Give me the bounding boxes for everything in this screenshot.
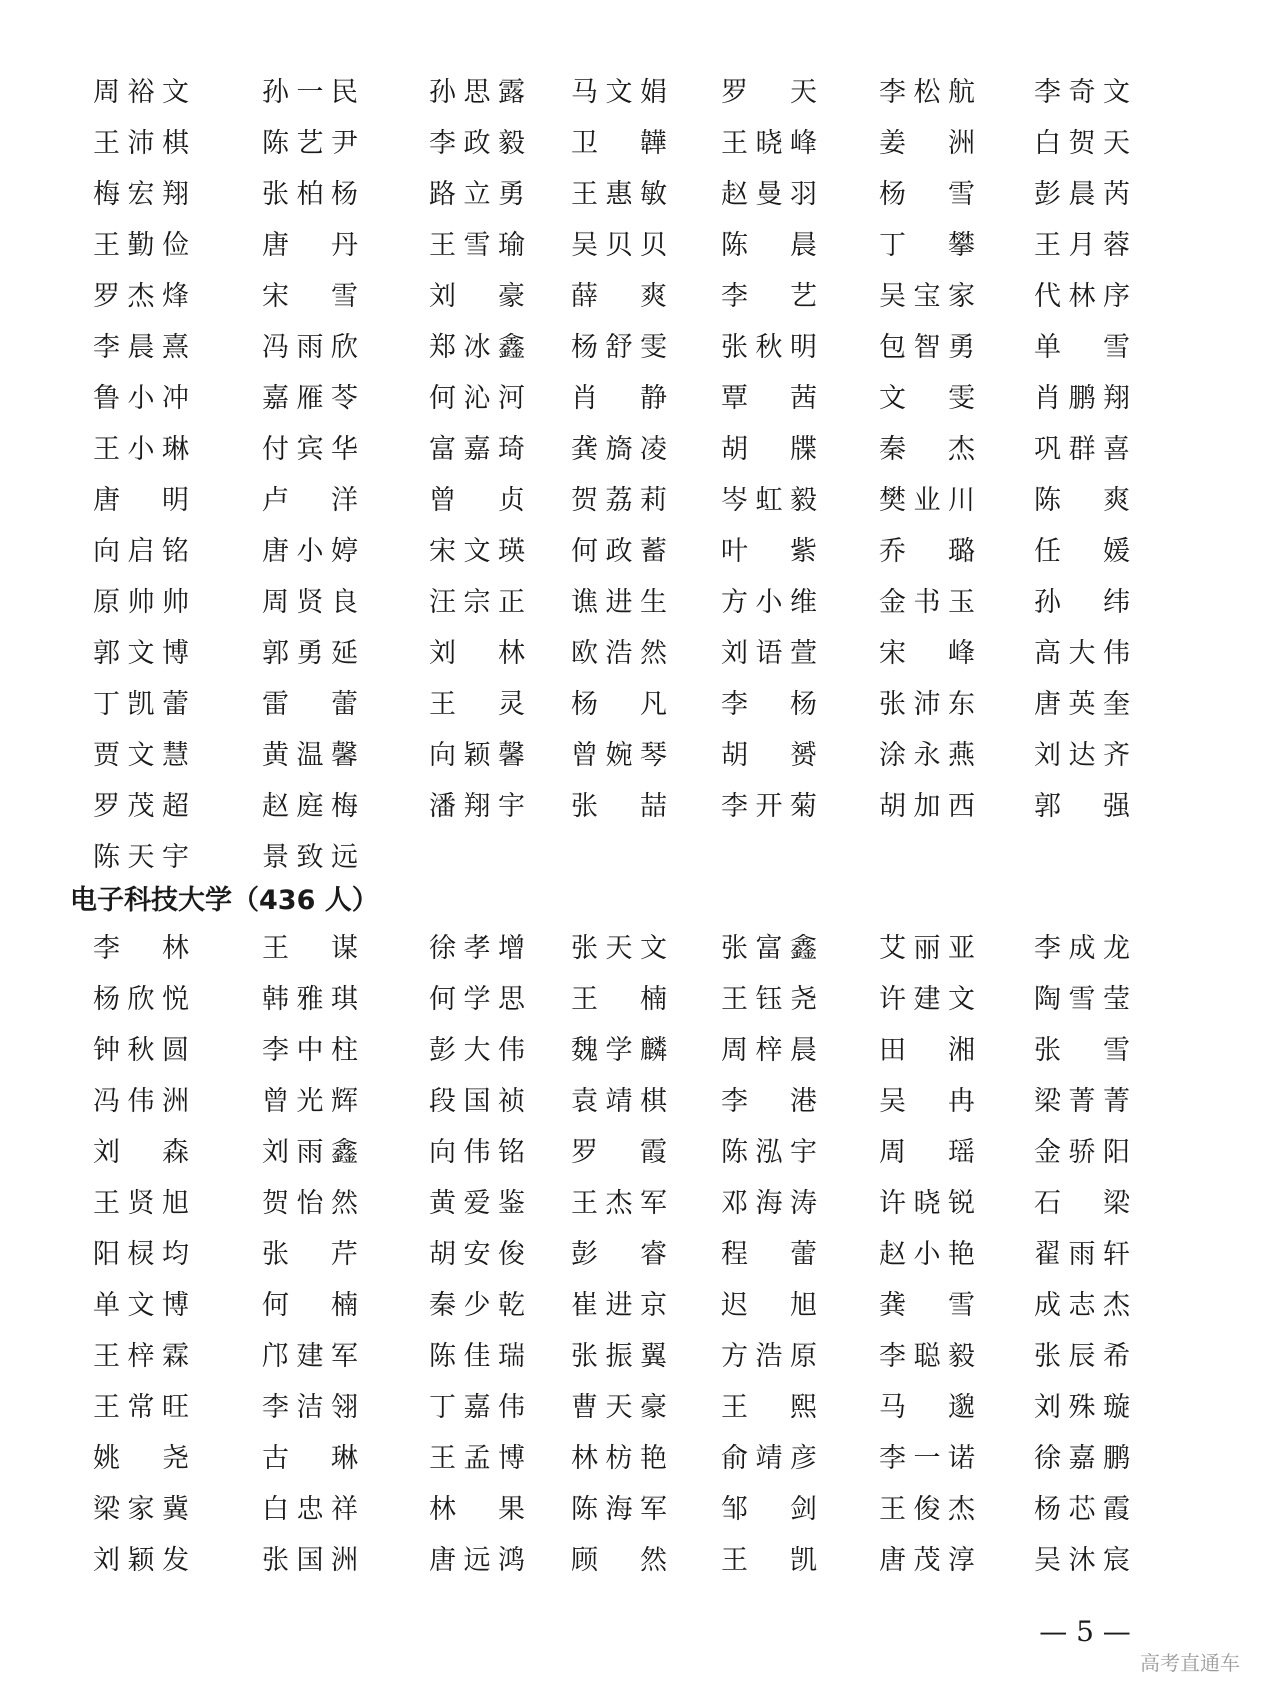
person-name: 李 开 菊 [721,791,817,822]
person-name: 巩 群 喜 [1034,434,1130,465]
person-name: 徐 嘉 鹏 [1034,1443,1130,1474]
person-name: 肖 静 [571,383,667,414]
person-name: 宋 文 瑛 [429,536,525,567]
person-name: 冯 伟 洲 [93,1086,189,1117]
person-name: 郭 勇 延 [262,638,358,669]
person-name: 王 杰 军 [571,1188,667,1219]
person-name: 樊 业 川 [879,485,975,516]
person-name: 刘 豪 [429,281,525,312]
person-name: 李 港 [721,1086,817,1117]
person-name: 刘 语 萱 [721,638,817,669]
person-name: 崔 进 京 [571,1290,667,1321]
person-name: 林 枋 艳 [571,1443,667,1474]
person-name: 薛 爽 [571,281,667,312]
person-name: 周 裕 文 [93,77,189,108]
person-name: 王 钰 尧 [721,984,817,1015]
person-name: 李 聪 毅 [879,1341,975,1372]
person-name: 姚 尧 [93,1443,189,1474]
person-name: 古 琳 [262,1443,358,1474]
person-name: 艾 丽 亚 [879,933,975,964]
person-name: 贺 荔 莉 [571,485,667,516]
person-name: 金 骄 阳 [1034,1137,1130,1168]
person-name: 陈 爽 [1034,485,1130,516]
person-name: 包 智 勇 [879,332,975,363]
person-name: 姜 洲 [879,128,975,159]
person-name: 雷 蕾 [262,689,358,720]
person-name: 何 学 思 [429,984,525,1015]
person-name: 刘 雨 鑫 [262,1137,358,1168]
person-name: 成 志 杰 [1034,1290,1130,1321]
person-name: 李 政 毅 [429,128,525,159]
person-name: 陈 佳 瑞 [429,1341,525,1372]
person-name: 曾 贞 [429,485,525,516]
person-name: 王 惠 敏 [571,179,667,210]
person-name: 白 忠 祥 [262,1494,358,1525]
person-name: 李 成 龙 [1034,933,1130,964]
person-name: 杨 芯 霞 [1034,1494,1130,1525]
person-name: 陈 泓 宇 [721,1137,817,1168]
person-name: 高 大 伟 [1034,638,1130,669]
person-name: 邝 建 军 [262,1341,358,1372]
person-name: 李 松 航 [879,77,975,108]
person-name: 石 梁 [1034,1188,1130,1219]
person-name: 李 林 [93,933,189,964]
person-name: 段 国 祯 [429,1086,525,1117]
person-name: 梁 家 冀 [93,1494,189,1525]
person-name: 向 伟 铭 [429,1137,525,1168]
person-name: 刘 森 [93,1137,189,1168]
person-name: 王 楠 [571,984,667,1015]
person-name: 孙 思 露 [429,77,525,108]
person-name: 王 俊 杰 [879,1494,975,1525]
person-name: 陈 天 宇 [93,842,189,873]
person-name: 吴 贝 贝 [571,230,667,261]
person-name: 胡 牒 [721,434,817,465]
person-name: 吴 沐 宸 [1034,1545,1130,1576]
person-name: 陈 艺 尹 [262,128,358,159]
person-name: 梅 宏 翔 [93,179,189,210]
person-name: 丁 攀 [879,230,975,261]
person-name: 冯 雨 欣 [262,332,358,363]
person-name: 张 国 洲 [262,1545,358,1576]
person-name: 潘 翔 宇 [429,791,525,822]
person-name: 胡 加 西 [879,791,975,822]
person-name: 杨 雪 [879,179,975,210]
person-name: 杨 欣 悦 [93,984,189,1015]
person-name: 王 勤 俭 [93,230,189,261]
person-name: 胡 赟 [721,740,817,771]
person-name: 韩 雅 琪 [262,984,358,1015]
person-name: 钟 秋 圆 [93,1035,189,1066]
person-name: 吴 冉 [879,1086,975,1117]
person-name: 付 宾 华 [262,434,358,465]
person-name: 唐 丹 [262,230,358,261]
person-name: 黄 爱 鉴 [429,1188,525,1219]
person-name: 翟 雨 轩 [1034,1239,1130,1270]
person-name: 宋 峰 [879,638,975,669]
person-name: 李 洁 翎 [262,1392,358,1423]
person-name: 唐 小 婷 [262,536,358,567]
person-name: 王 孟 博 [429,1443,525,1474]
person-name: 黄 温 馨 [262,740,358,771]
person-name: 李 艺 [721,281,817,312]
person-name: 丁 凯 蕾 [93,689,189,720]
person-name: 张 柏 杨 [262,179,358,210]
person-name: 陶 雪 莹 [1034,984,1130,1015]
person-name: 孙 一 民 [262,77,358,108]
person-name: 李 奇 文 [1034,77,1130,108]
person-name: 王 凯 [721,1545,817,1576]
person-name: 嘉 雁 苓 [262,383,358,414]
person-name: 单 雪 [1034,332,1130,363]
person-name: 王 月 蓉 [1034,230,1130,261]
person-name: 金 书 玉 [879,587,975,618]
person-name: 梁 菁 菁 [1034,1086,1130,1117]
person-name: 卫 韡 [571,128,667,159]
person-name: 张 辰 希 [1034,1341,1130,1372]
person-name: 张 振 翼 [571,1341,667,1372]
person-name: 罗 天 [721,77,817,108]
person-name: 刘 殊 璇 [1034,1392,1130,1423]
person-name: 马 邈 [879,1392,975,1423]
person-name: 邹 剑 [721,1494,817,1525]
person-name: 张 富 鑫 [721,933,817,964]
person-name: 刘 达 齐 [1034,740,1130,771]
person-name: 覃 茜 [721,383,817,414]
person-name: 罗 霞 [571,1137,667,1168]
person-name: 陈 晨 [721,230,817,261]
person-name: 罗 杰 烽 [93,281,189,312]
person-name: 向 启 铭 [93,536,189,567]
person-name: 杨 凡 [571,689,667,720]
person-name: 鲁 小 冲 [93,383,189,414]
person-name: 龚 雪 [879,1290,975,1321]
person-name: 秦 杰 [879,434,975,465]
person-name: 宋 雪 [262,281,358,312]
person-name: 周 梓 晨 [721,1035,817,1066]
person-name: 王 熙 [721,1392,817,1423]
person-name: 刘 林 [429,638,525,669]
person-name: 叶 紫 [721,536,817,567]
person-name: 周 瑶 [879,1137,975,1168]
person-name: 谯 进 生 [571,587,667,618]
person-name: 张 芹 [262,1239,358,1270]
person-name: 李 杨 [721,689,817,720]
person-name: 魏 学 麟 [571,1035,667,1066]
person-name: 方 小 维 [721,587,817,618]
person-name: 唐 远 鸿 [429,1545,525,1576]
person-name: 乔 璐 [879,536,975,567]
person-name: 白 贺 天 [1034,128,1130,159]
person-name: 李 晨 熹 [93,332,189,363]
person-name: 卢 洋 [262,485,358,516]
person-name: 阳 棂 均 [93,1239,189,1270]
person-name: 曾 光 辉 [262,1086,358,1117]
person-name: 陈 海 军 [571,1494,667,1525]
person-name: 代 林 序 [1034,281,1130,312]
person-name: 王 雪 瑜 [429,230,525,261]
person-name: 富 嘉 琦 [429,434,525,465]
watermark: 高考直通车 [1140,1651,1240,1675]
person-name: 张 秋 明 [721,332,817,363]
person-name: 方 浩 原 [721,1341,817,1372]
person-name: 文 雯 [879,383,975,414]
person-name: 贾 文 慧 [93,740,189,771]
section-heading-uestc: 电子科技大学（436 人） [70,885,379,916]
person-name: 郑 冰 鑫 [429,332,525,363]
person-name: 唐 英 奎 [1034,689,1130,720]
person-name: 彭 大 伟 [429,1035,525,1066]
person-name: 王 小 琳 [93,434,189,465]
person-name: 彭 晨 芮 [1034,179,1130,210]
person-name: 程 蕾 [721,1239,817,1270]
person-name: 何 沁 河 [429,383,525,414]
person-name: 袁 靖 棋 [571,1086,667,1117]
person-name: 何 楠 [262,1290,358,1321]
person-name: 涂 永 燕 [879,740,975,771]
person-name: 马 文 娟 [571,77,667,108]
person-name: 赵 庭 梅 [262,791,358,822]
person-name: 彭 睿 [571,1239,667,1270]
person-name: 单 文 博 [93,1290,189,1321]
person-name: 王 梓 霖 [93,1341,189,1372]
person-name: 迟 旭 [721,1290,817,1321]
person-name: 向 颖 馨 [429,740,525,771]
person-name: 田 湘 [879,1035,975,1066]
person-name: 张 天 文 [571,933,667,964]
person-name: 邓 海 涛 [721,1188,817,1219]
person-name: 曾 婉 琴 [571,740,667,771]
person-name: 肖 鹏 翔 [1034,383,1130,414]
person-name: 张 沛 东 [879,689,975,720]
person-name: 张 喆 [571,791,667,822]
person-name: 汪 宗 正 [429,587,525,618]
person-name: 欧 浩 然 [571,638,667,669]
person-name: 顾 然 [571,1545,667,1576]
person-name: 王 贤 旭 [93,1188,189,1219]
person-name: 何 政 蓄 [571,536,667,567]
person-name: 王 灵 [429,689,525,720]
person-name: 龚 旖 凌 [571,434,667,465]
person-name: 吴 宝 家 [879,281,975,312]
person-name: 李 中 柱 [262,1035,358,1066]
person-name: 曹 天 豪 [571,1392,667,1423]
person-name: 唐 茂 淳 [879,1545,975,1576]
person-name: 赵 小 艳 [879,1239,975,1270]
person-name: 许 晓 锐 [879,1188,975,1219]
page-number: — 5 — [1039,1615,1131,1648]
person-name: 胡 安 俊 [429,1239,525,1270]
person-name: 任 媛 [1034,536,1130,567]
person-name: 赵 曼 羽 [721,179,817,210]
person-name: 杨 舒 雯 [571,332,667,363]
person-name: 罗 茂 超 [93,791,189,822]
person-name: 岑 虹 毅 [721,485,817,516]
person-name: 王 谋 [262,933,358,964]
person-name: 孙 纬 [1034,587,1130,618]
person-name: 景 致 远 [262,842,358,873]
person-name: 李 一 诺 [879,1443,975,1474]
person-name: 周 贤 良 [262,587,358,618]
person-name: 郭 文 博 [93,638,189,669]
person-name: 俞 靖 彦 [721,1443,817,1474]
person-name: 丁 嘉 伟 [429,1392,525,1423]
person-name: 刘 颖 发 [93,1545,189,1576]
person-name: 徐 孝 增 [429,933,525,964]
person-name: 唐 明 [93,485,189,516]
person-name: 林 果 [429,1494,525,1525]
person-name: 王 沛 棋 [93,128,189,159]
person-name: 路 立 勇 [429,179,525,210]
person-name: 张 雪 [1034,1035,1130,1066]
person-name: 许 建 文 [879,984,975,1015]
person-name: 郭 强 [1034,791,1130,822]
person-name: 秦 少 乾 [429,1290,525,1321]
person-name: 贺 怡 然 [262,1188,358,1219]
person-name: 王 常 旺 [93,1392,189,1423]
person-name: 王 晓 峰 [721,128,817,159]
person-name: 原 帅 帅 [93,587,189,618]
